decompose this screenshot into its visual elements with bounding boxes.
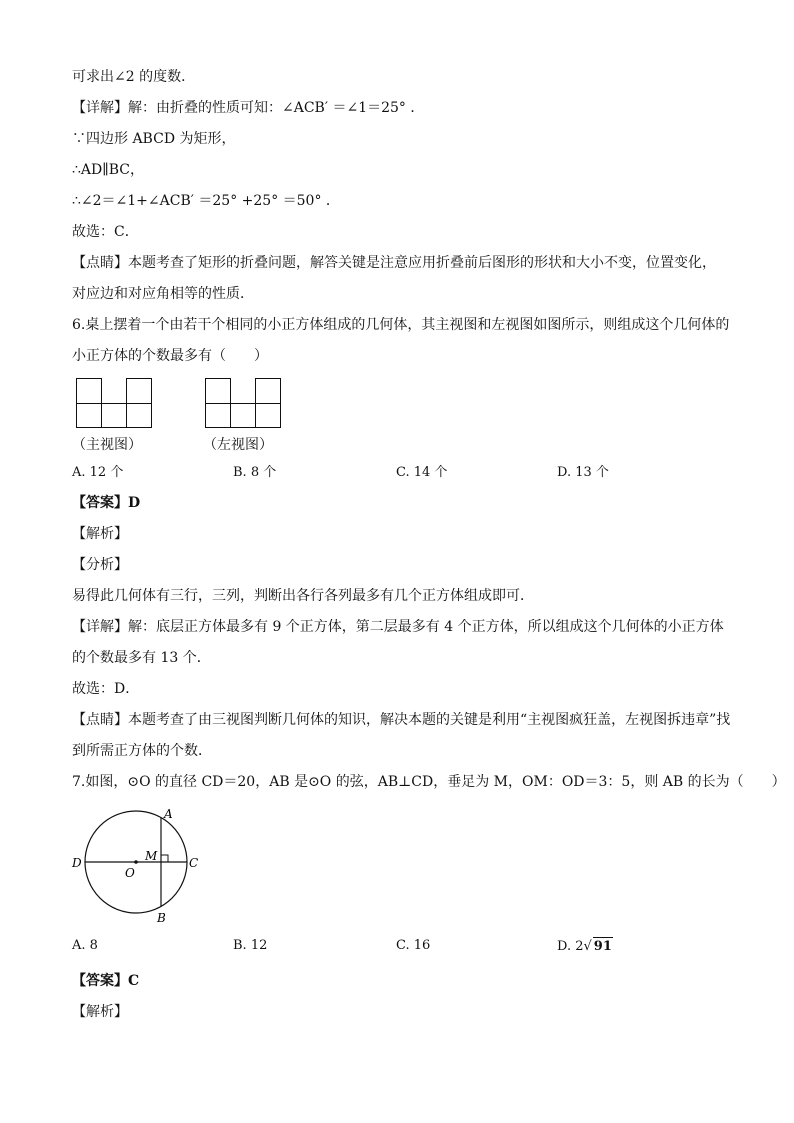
option-c[interactable]: C. 14 个 [396,465,448,480]
sqrt-sign: √ [583,939,592,954]
left-view-caption: （左视图） [203,437,273,453]
label-c: C [189,856,199,870]
label-d: D [72,856,82,870]
label-o: O [125,866,135,880]
option-a[interactable]: A. 12 个 [72,465,124,480]
option-d[interactable] [557,937,613,956]
text-line: 【点睛】本题考查了矩形的折叠问题，解答关键是注意应用折叠前后图形的形状和大小不变，位置变化， [72,255,716,271]
analysis-heading: 【解析】 [72,526,128,542]
label-b: B [157,911,166,925]
option-b[interactable]: B. 8 个 [233,465,277,480]
option-c[interactable]: C. 16 [396,938,431,953]
question-6-stem: 6.桌上摆着一个由若干个相同的小正方体组成的几何体，其主视图和左视图如图所示，则组成这个几何体的 [72,317,730,333]
text-line: 【详解】解：由折叠的性质可知：∠ACB′ ＝∠1＝25° ． [72,100,425,116]
center-point [134,860,138,864]
text-line: 可求出∠2 的度数． [72,69,196,85]
option-b[interactable]: B. 12 [233,938,268,953]
left-view-figure [205,378,281,428]
answer-label: 【答案】D [72,495,141,511]
text-line: 【点睛】本题考查了由三视图判断几何体的知识，解决本题的关键是利用“主视图疯狂盖，左视图拆违章”找 [72,712,731,728]
option-a[interactable]: A. 8 [72,938,98,953]
answer-label: 【答案】C [72,973,140,989]
text-line: ∴∠2＝∠1+∠ACB′ ＝25° +25° ＝50° ． [72,193,340,209]
text-line: 【详解】解：底层正方体最多有 9 个正方体，第二层最多有 4 个正方体，所以组成这个几何体的小正方体 [72,619,724,635]
text-line: 故选：D． [72,681,140,697]
analysis-subheading: 【分析】 [72,557,128,573]
sqrt-radicand: 91 [593,939,612,954]
label-a: A [164,807,173,821]
front-view-figure [76,378,152,428]
label-m: M [145,849,158,863]
circle-figure [68,800,208,925]
analysis-heading: 【解析】 [72,1004,128,1020]
text-line: 易得此几何体有三行，三列，判断出各行各列最多有几个正方体组成即可． [72,588,534,604]
option-d[interactable]: D. 13 个 [557,465,609,480]
text-line: ∵四边形 ABCD 为矩形， [72,131,236,147]
question-6-stem: 小正方体的个数最多有（ ） [72,348,268,364]
text-line: ∴AD∥BC， [72,162,144,178]
question-7-stem: 7.如图，⊙O 的直径 CD＝20，AB 是⊙O 的弦，AB⊥CD，垂足为 M，OM：OD＝3：5，则 AB 的长为（ ） [72,774,786,790]
right-angle-mark [161,855,168,862]
text-line: 的个数最多有 13 个． [72,650,211,666]
text-line: 故选：C． [72,224,139,240]
front-view-caption: （主视图） [72,437,142,453]
text-line: 对应边和对应角相等的性质． [72,286,254,302]
text-line: 到所需正方体的个数． [72,743,212,759]
option-d-prefix: D. 2 [557,939,584,954]
